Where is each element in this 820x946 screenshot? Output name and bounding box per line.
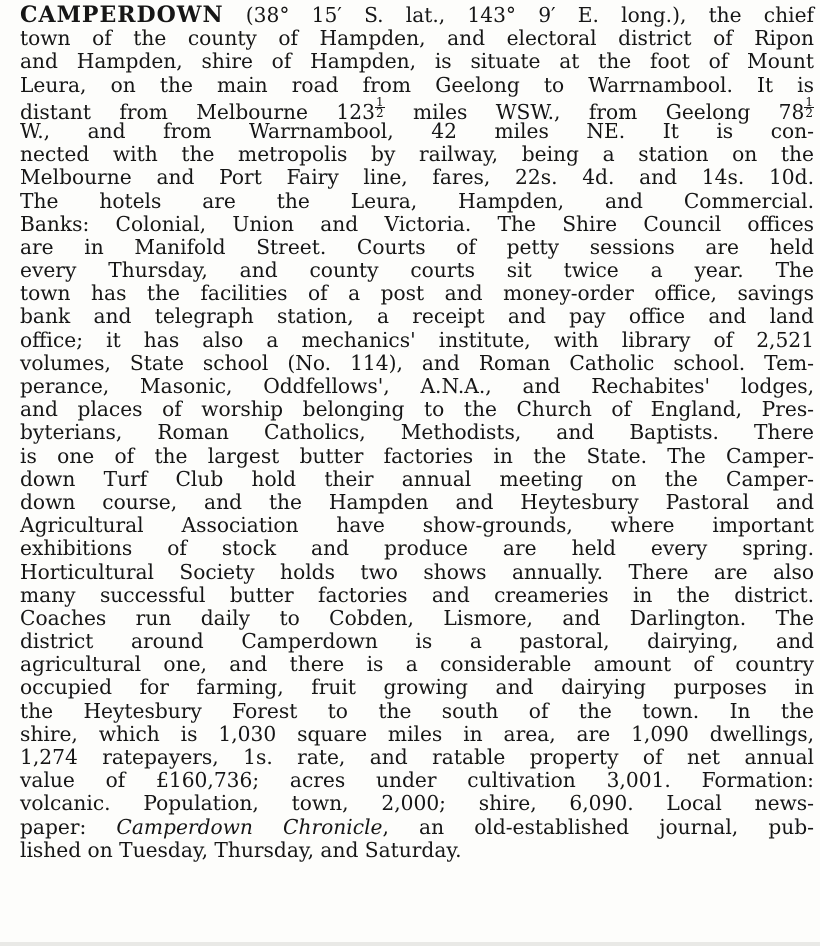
fraction-denominator: 2 — [805, 105, 813, 120]
fraction-numerator: 1 — [375, 94, 384, 109]
entry-line: Horticultural Society holds two shows annually. There are also — [20, 559, 814, 584]
entry-line: the Heytesbury Forest to the south of the town. In the — [20, 698, 814, 723]
fraction-numerator: 1 — [805, 94, 813, 109]
entry-line: lished on Tuesday, Thursday, and Saturday. — [20, 837, 462, 862]
entry-line: exhibitions of stock and produce are held every spring. — [20, 536, 814, 561]
entry-line: Leura, on the main road from Geelong to Warrnambool. It is — [20, 72, 814, 97]
gazetteer-entry — [20, 4, 814, 862]
entry-line: many successful butter factories and creameries in the district. — [20, 582, 814, 607]
distance-text-a: distant from Melbourne 123 — [20, 99, 375, 124]
entry-line: and Hampden, shire of Hampden, is situate at the foot of Mount — [20, 49, 814, 74]
entry-line: perance, Masonic, Oddfellows', A.N.A., and Rechabites' lodges, — [20, 374, 814, 398]
entry-line: are in Manifold Street. Courts of petty sessions are held — [20, 234, 814, 259]
entry-line: is one of the largest butter factories in the State. The Camper- — [20, 443, 814, 468]
entry-line: 1,274 ratepayers, 1s. rate, and ratable property of net annual — [20, 745, 814, 769]
entry-line: volumes, State school (No. 114), and Roman Catholic school. Tem- — [20, 350, 814, 375]
coordinates-text: (38° 15′ S. lat., 143° 9′ E. long.), the chief — [223, 3, 814, 27]
entry-line: Agricultural Association have show-grounds, where important — [20, 513, 814, 538]
entry-line: town has the facilities of a post and money-order office, savings — [20, 281, 814, 306]
entry-line: and places of worship belonging to the Church of England, Pres- — [20, 397, 814, 422]
entry-line: office; it has also a mechanics' institute, with library of 2,521 — [20, 327, 814, 352]
entry-line: Coaches run daily to Cobden, Lismore, and Darlington. The — [20, 605, 814, 630]
fraction-denominator: 2 — [375, 105, 384, 120]
newspaper-title: Camperdown Chronicle — [116, 814, 383, 839]
entry-line: town of the county of Hampden, and electoral district of Ripon — [20, 26, 814, 51]
headword: CAMPERDOWN — [20, 2, 224, 28]
entry-line: every Thursday, and county courts sit twice a year. The — [20, 258, 814, 283]
entry-line: Banks: Colonial, Union and Victoria. The Shire Council offices — [20, 211, 814, 236]
entry-line: down Turf Club hold their annual meeting on the Camper- — [20, 466, 814, 491]
entry-line: Melbourne and Port Fairy line, fares, 22s. 4d. and 14s. 10d. — [20, 165, 814, 190]
entry-line: W., and from Warrnambool, 42 miles NE. It is con- — [20, 118, 814, 143]
fraction-half — [804, 94, 814, 120]
entry-line: agricultural one, and there is a considerable amount of country — [20, 652, 814, 677]
entry-line: down course, and the Hampden and Heytesbury Pastoral and — [20, 489, 814, 514]
newspaper-description: , an old-established journal, pub- — [382, 814, 814, 839]
entry-line — [20, 4, 814, 27]
fraction-half — [375, 94, 385, 120]
entry-line: bank and telegraph station, a receipt and pay office and land — [20, 304, 814, 329]
entry-line: district around Camperdown is a pastoral, dairying, and — [20, 629, 814, 654]
entry-line: byterians, Roman Catholics, Methodists, and Baptists. There — [20, 420, 814, 445]
entry-line: The hotels are the Leura, Hampden, and Commercial. — [20, 188, 814, 213]
entry-line: shire, which is 1,030 square miles in area, are 1,090 dwellings, — [20, 721, 814, 746]
entry-line: value of £160,736; acres under cultivation 3,001. Formation: — [20, 768, 814, 793]
entry-line — [20, 94, 814, 124]
entry-line — [20, 816, 814, 839]
entry-line: occupied for farming, fruit growing and dairying purposes in — [20, 675, 814, 700]
entry-line: volcanic. Population, town, 2,000; shire, 6,090. Local news- — [20, 791, 814, 816]
newspaper-label: paper: — [20, 814, 117, 839]
page-bottom-edge — [0, 942, 820, 946]
entry-line: nected with the metropolis by railway, being a station on the — [20, 142, 814, 167]
distance-text-b: miles WSW., from Geelong 78 — [384, 99, 805, 124]
